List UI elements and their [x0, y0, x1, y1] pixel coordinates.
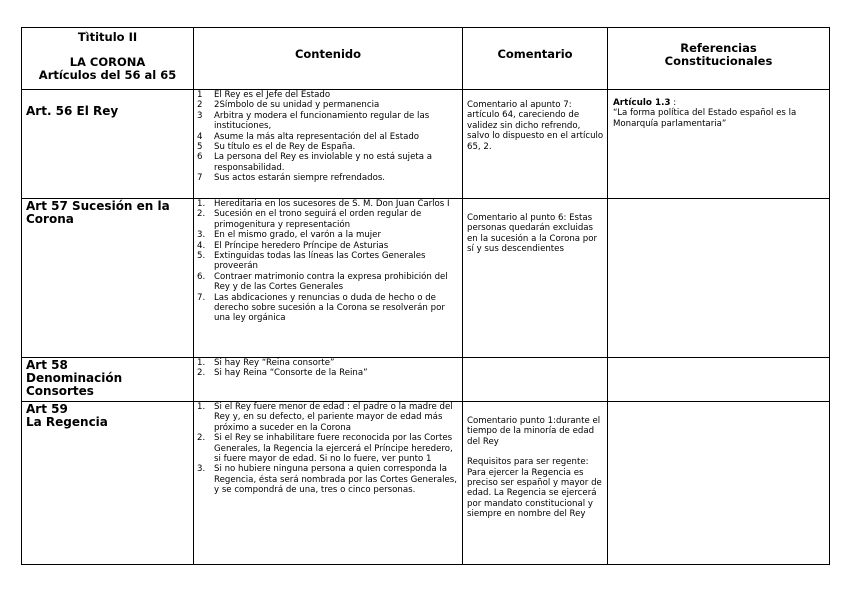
list-item: 3 Arbitra y modera el funcionamiento regular de las instituciones,: [197, 110, 430, 132]
article-cell: [22, 402, 194, 565]
list-item: 1. Si hay Rey “Reina consorte”: [197, 358, 335, 368]
list-item: 6 La persona del Rey es inviolable y no está sujeta a responsabilidad.: [197, 152, 432, 173]
comment-cell: [463, 199, 608, 358]
content-list: [194, 402, 462, 496]
content-list: [194, 90, 462, 184]
article-title: Art 57 Sucesión en la: [26, 199, 170, 213]
comment-text: Comentario punto 1:durante el tiempo de la minoría de edad del Rey: [467, 416, 601, 447]
list-item: 1 El Rey es el Jefe del Estado: [197, 90, 331, 100]
header-contenido: Contenido: [194, 28, 463, 90]
comment-cell: [463, 90, 608, 199]
comment-text: Requisitos para ser regente: Para ejercer la Regencia es preciso ser español y mayor de edad. La Regencia se ejercerá por mandato constitucional y siempre en nombre del Rey: [467, 457, 602, 520]
comment-cell: [463, 402, 608, 565]
article-title: Art 58: [26, 358, 68, 372]
list-item: 3. En el mismo grado, el varón a la mujer: [197, 230, 381, 241]
reference-title: Artículo 1.3: [613, 98, 671, 108]
header-title: Tìtitulo II: [77, 30, 138, 44]
comment-text: Comentario al punto 6: Estas personas quedarán excluidas en la sucesión a la Corona por sí y sus descendientes: [467, 213, 598, 255]
row-art-56: [22, 90, 830, 199]
reference-heading: [613, 98, 826, 108]
content-list: [194, 358, 462, 379]
list-item: 2. Sucesión en el trono seguirá el orden regular de primogenitura y representación: [197, 209, 422, 230]
comment-text: Comentario al apunto 7: artículo 64, careciendo de validez sin dicho refrendo, salvo lo dispuesto en el artículo 65, 2.: [467, 100, 604, 152]
article-title-cont: La Regencia: [26, 415, 108, 429]
list-item: 3. Si no hubiere ninguna persona a quien corresponda la Regencia, ésta será nombrada por las Cortes Generales, y se compondrá de una, tres o cinco personas.: [197, 464, 457, 496]
list-item: 1. Si el Rey fuere menor de edad : el padre o la madre del Rey y, en su defecto, el pariente mayor de edad más próximo a suceder en la Corona: [197, 402, 453, 433]
list-item: 6. Contraer matrimonio contra la expresa prohibición del Rey y de las Cortes Generales: [197, 271, 448, 293]
row-art-59: [22, 402, 830, 565]
content-cell: [194, 358, 463, 402]
article-title-cont: Denominación: [26, 371, 123, 385]
article-title: Art 59: [26, 402, 68, 416]
article-title: Art. 56 El Rey: [26, 104, 119, 118]
reference-cell: [608, 199, 830, 358]
article-title-cont: Corona: [26, 212, 74, 226]
header-section: LA CORONA: [69, 55, 146, 69]
reference-cell: [608, 402, 830, 565]
article-cell: [22, 199, 194, 358]
header-row: [22, 28, 830, 90]
article-cell: [22, 90, 194, 199]
reference-separator: :: [670, 98, 677, 108]
header-articles-range: Artículos del 56 al 65: [38, 68, 177, 82]
list-item: 5 Su título es el de Rey de España.: [197, 142, 356, 153]
list-item: 5. Extinguidas todas las líneas las Cortes Generales proveerán: [197, 251, 426, 272]
list-item: 4 Asume la más alta representación del al Estado: [197, 131, 420, 142]
header-referencias: Referencias Constitucionales: [608, 28, 830, 90]
article-title-cont: Consortes: [26, 384, 94, 398]
content-cell: [194, 199, 463, 358]
reference-cell: [608, 358, 830, 402]
list-item: 7 Sus actos estarán siempre refrendados.: [197, 173, 386, 184]
list-item: 2. Si hay Reina “Consorte de la Reina”: [197, 368, 368, 379]
content-cell: [194, 90, 463, 199]
row-art-57: [22, 199, 830, 358]
list-item: 2. Si el Rey se inhabilitare fuere reconocida por las Cortes Generales, la Regencia la ejercerá el Príncipe heredero, si fuere mayor de edad. Si no lo fuere, ver punto 1: [197, 433, 453, 465]
header-title-cell: [22, 28, 194, 90]
constitution-table: [21, 27, 830, 565]
list-item: 7. Las abdicaciones y renuncias o duda de hecho o de derecho sobre sucesión a la Corona se resolverán por una ley orgánica: [197, 292, 445, 324]
article-cell: [22, 358, 194, 402]
list-item: 2 2Símbolo de su unidad y permanencia: [197, 100, 380, 111]
row-art-58: [22, 358, 830, 402]
comment-cell: [463, 358, 608, 402]
reference-cell: [608, 90, 830, 199]
header-comentario: Comentario: [463, 28, 608, 90]
content-cell: [194, 402, 463, 565]
list-item: 4. El Príncipe heredero Príncipe de Asturias: [197, 240, 389, 251]
reference-text: “La forma política del Estado español es la Monarquía parlamentaria”: [613, 108, 797, 129]
list-item: 1. Hereditaria en los sucesores de S. M. Don Juan Carlos I: [197, 199, 450, 209]
content-list: [194, 199, 462, 324]
